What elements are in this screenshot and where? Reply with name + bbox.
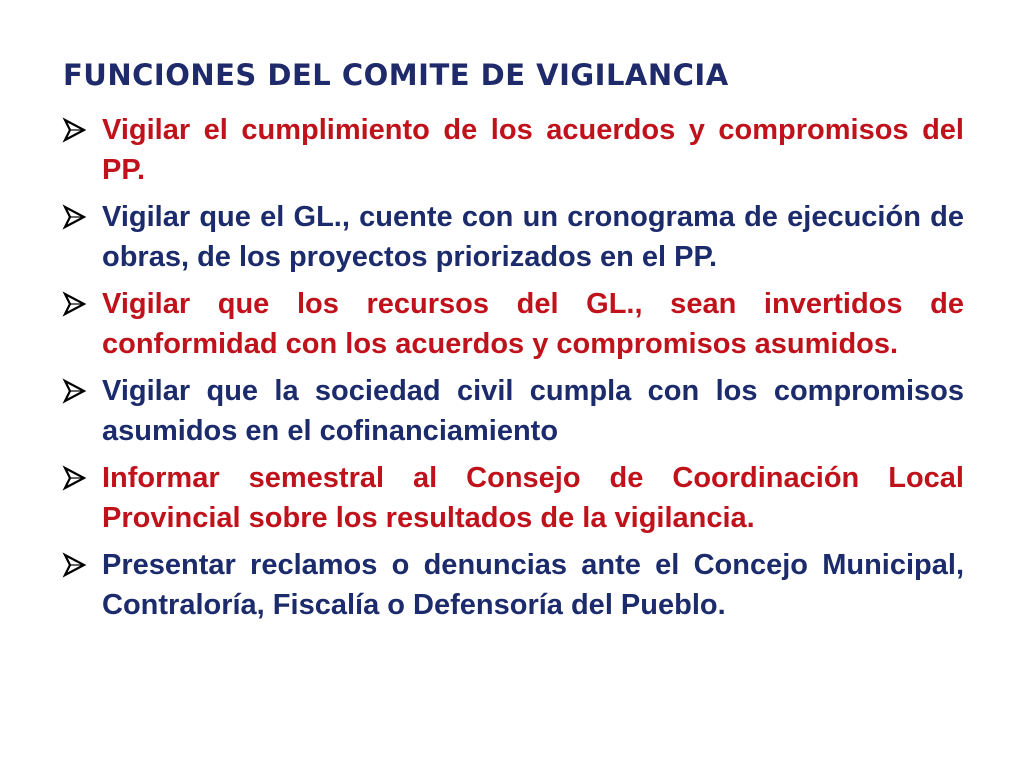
bullet-text: Vigilar que los recursos del GL., sean invertidos de conformidad con los acuerdos y compromisos asumidos. — [102, 288, 964, 360]
arrow-bullet-icon — [62, 284, 102, 324]
arrow-bullet-icon — [62, 197, 102, 237]
bullet-item — [62, 371, 964, 451]
arrow-bullet-icon — [62, 458, 102, 498]
bullet-text: Presentar reclamos o denuncias ante el Concejo Municipal, Contraloría, Fiscalía o Defensoría del Pueblo. — [102, 549, 964, 621]
bullet-item — [62, 197, 964, 277]
bullet-item — [62, 458, 964, 538]
arrow-bullet-icon — [62, 110, 102, 150]
bullet-item — [62, 545, 964, 625]
arrow-bullet-icon — [62, 371, 102, 411]
bullet-text: Vigilar que la sociedad civil cumpla con los compromisos asumidos en el cofinanciamiento — [102, 375, 964, 447]
bullet-text: Vigilar que el GL., cuente con un cronograma de ejecución de obras, de los proyectos priorizados en el PP. — [102, 201, 964, 273]
bullet-item — [62, 110, 964, 190]
bullet-list — [62, 110, 964, 632]
bullet-text: Informar semestral al Consejo de Coordinación Local Provincial sobre los resultados de la vigilancia. — [102, 462, 964, 534]
slide-title: FUNCIONES DEL COMITE DE VIGILANCIA — [63, 58, 729, 92]
arrow-bullet-icon — [62, 545, 102, 585]
bullet-text: Vigilar el cumplimiento de los acuerdos y compromisos del PP. — [102, 114, 964, 186]
bullet-item — [62, 284, 964, 364]
